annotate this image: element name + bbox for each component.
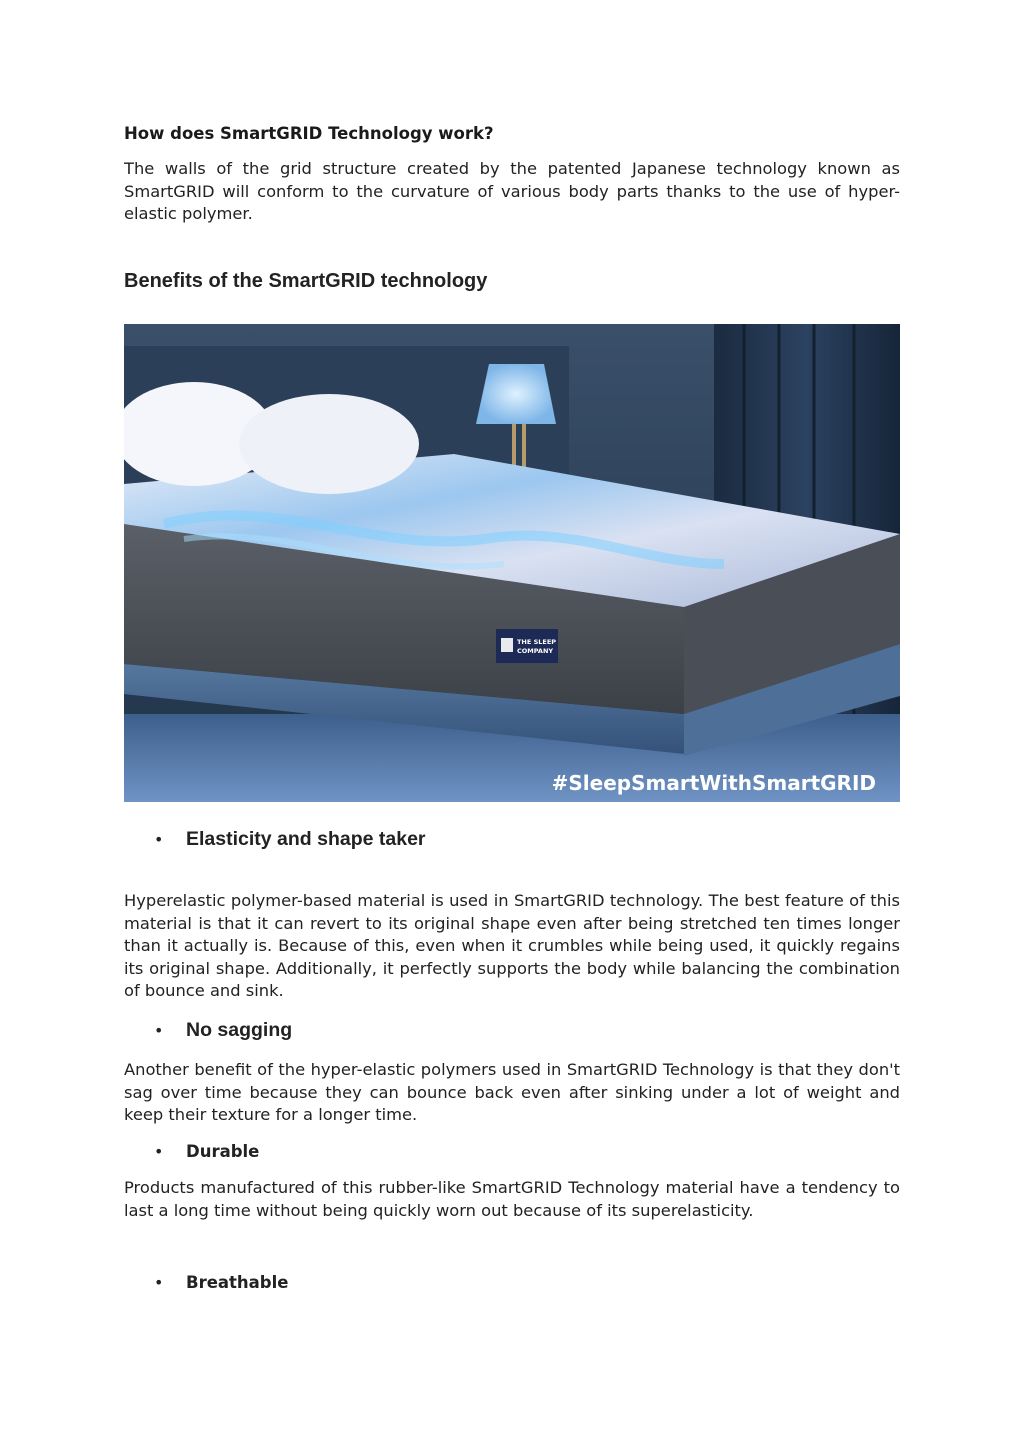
hashtag-text: #SleepSmartWithSmartGRID bbox=[551, 771, 876, 795]
lamp-shade bbox=[476, 364, 556, 424]
label-line2: COMPANY bbox=[517, 647, 554, 655]
benefit-breathable bbox=[124, 1273, 288, 1292]
bullet-dot: • bbox=[154, 1142, 164, 1161]
benefit-no-sagging bbox=[124, 1019, 292, 1042]
benefit-title: Elasticity and shape taker bbox=[186, 828, 426, 850]
question-heading: How does SmartGRID Technology work? bbox=[124, 124, 494, 143]
benefit-title: Breathable bbox=[186, 1273, 289, 1292]
pillow bbox=[239, 394, 419, 494]
bullet-dot: • bbox=[154, 1273, 164, 1292]
benefit-text: Products manufactured of this rubber-like SmartGRID Technology material have a tendency to last a long time without being quickly worn out because of its superelasticity. bbox=[124, 1178, 900, 1220]
benefits-heading: Benefits of the SmartGRID technology bbox=[124, 270, 488, 292]
benefit-text: Hyperelastic polymer-based material is used in SmartGRID technology. The best feature of this material is that it can revert to its original shape even after being stretched ten times longer than it actually is. Because of this, even when it crumbles while being used, it quickly regains its original shape. Additionally, it perfectly supports the body while balancing the combination of bounce and sink. bbox=[124, 891, 900, 1001]
intro-paragraph: The walls of the grid structure created by the patented Japanese technology known as SmartGRID will conform to the curvature of various body parts thanks to the use of hyper-elastic polymer. bbox=[124, 159, 900, 224]
bullet-dot: • bbox=[154, 1021, 164, 1040]
mattress-image bbox=[124, 324, 900, 802]
benefit-elasticity bbox=[124, 828, 426, 851]
benefit-title: No sagging bbox=[186, 1019, 293, 1041]
bullet-dot: • bbox=[154, 830, 164, 849]
benefit-durable bbox=[124, 1142, 259, 1161]
benefit-title: Durable bbox=[186, 1142, 260, 1161]
label-line1: THE SLEEP bbox=[517, 638, 557, 646]
benefit-text: Another benefit of the hyper-elastic polymers used in SmartGRID Technology is that they don't sag over time because they can bounce back even after sinking under a lot of weight and keep their texture for a longer time. bbox=[124, 1060, 900, 1125]
